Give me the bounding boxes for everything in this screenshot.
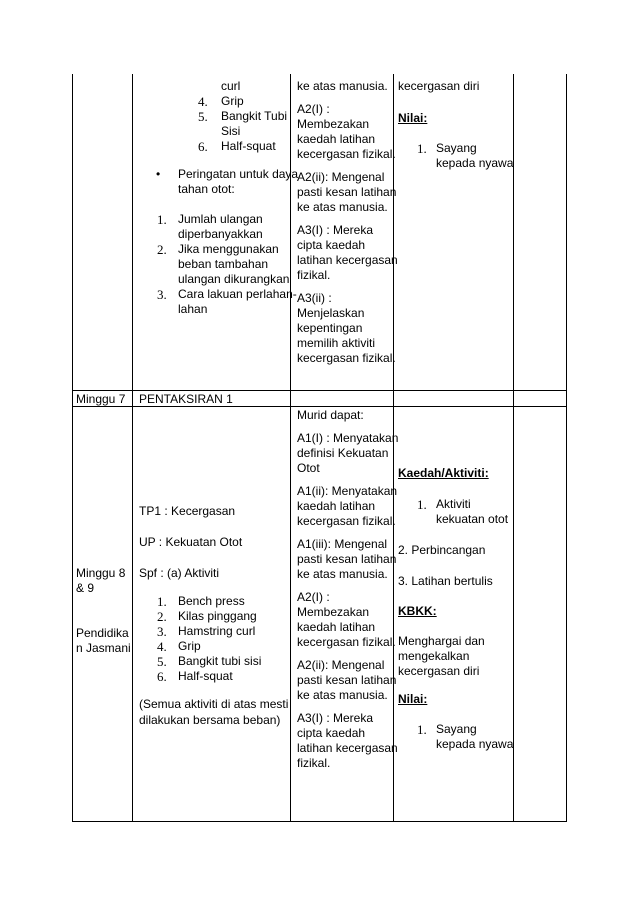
objective-line: kaedah latihan — [297, 132, 376, 146]
kaedah-item-number: 1. — [417, 497, 427, 512]
kaedah-item-line: kekuatan otot — [436, 512, 509, 526]
kaedah-heading: Kaedah/Aktiviti: — [398, 466, 489, 480]
objective-line: latihan kecergasan — [297, 741, 398, 755]
week-label: Minggu 7 — [76, 392, 126, 406]
objective-line: ke atas manusia. — [297, 567, 388, 581]
week-subject-line: & 9 — [76, 581, 95, 595]
exercise-name: Hamstring curl — [178, 624, 256, 638]
bullet-text-line: Peringatan untuk daya — [178, 167, 299, 181]
assessment-title: PENTAKSIRAN 1 — [139, 392, 233, 406]
list-item-number: 5. — [198, 109, 208, 124]
activity-text: kecergasan diri — [398, 79, 480, 93]
list-item-text: lahan — [178, 302, 208, 316]
kbkk-line: Menghargai dan — [398, 634, 485, 648]
kbkk-heading: KBKK: — [398, 604, 437, 618]
objective-line: fizikal. — [297, 268, 331, 282]
objective-line: A1(ii): Menyatakan — [297, 484, 398, 498]
kaedah-item-line: Aktiviti — [436, 497, 471, 511]
table-border-bottom — [72, 821, 567, 822]
list-item-text: Bangkit Tubi — [221, 109, 288, 123]
exercise-number: 2. — [157, 609, 167, 624]
objective-line: A2(ii): Mengenal — [297, 170, 385, 184]
exercise-name: Bangkit tubi sisi — [178, 654, 262, 668]
column-divider-2 — [290, 74, 291, 822]
up-text: UP : Kekuatan Otot — [139, 535, 243, 549]
exercise-number: 1. — [157, 594, 167, 609]
list-item-text: Half-squat — [221, 139, 276, 153]
objective-line: kaedah latihan — [297, 499, 376, 513]
objective-line: cipta kaedah — [297, 726, 366, 740]
list-item-text: Jika menggunakan — [178, 242, 279, 256]
objective-line: A3(I) : Mereka — [297, 711, 374, 725]
exercise-name: Bench press — [178, 594, 245, 608]
list-item-number: 1. — [157, 212, 167, 227]
nilai-text-line: Sayang — [436, 722, 477, 736]
objective-line: cipta kaedah — [297, 238, 366, 252]
exercise-name: Kilas pinggang — [178, 609, 257, 623]
row-divider-1 — [72, 390, 567, 391]
exercise-number: 5. — [157, 654, 167, 669]
objective-line: pasti kesan latihan — [297, 673, 397, 687]
objective-line: memilih aktiviti — [297, 336, 376, 350]
kbkk-line: mengekalkan — [398, 649, 470, 663]
list-item-text: ulangan dikurangkan — [178, 272, 290, 286]
week-subject-line: Minggu 8 — [76, 566, 126, 580]
column-divider-4 — [513, 74, 514, 822]
objective-line: A2(I) : — [297, 102, 330, 116]
objective-line: kecergasan fizikal. — [297, 351, 396, 365]
week-subject-line: Pendidika — [76, 626, 129, 640]
note-line: dilakukan bersama beban) — [139, 713, 281, 727]
exercise-number: 6. — [157, 669, 167, 684]
table-border-left — [72, 74, 73, 822]
bullet-glyph: • — [156, 167, 161, 181]
nilai-text-line: kepada nyawa — [436, 156, 514, 170]
nilai-number: 1. — [417, 722, 427, 737]
list-item-text: beban tambahan — [178, 257, 269, 271]
bullet-text-line: tahan otot: — [178, 182, 235, 196]
exercise-name: Half-squat — [178, 669, 233, 683]
exercise-name: Grip — [178, 639, 201, 653]
list-item-text: Sisi — [221, 124, 241, 138]
column-divider-1 — [132, 74, 133, 822]
objective-line: latihan kecergasan — [297, 253, 398, 267]
objective-line: Murid dapat: — [297, 408, 364, 422]
objective-line: kecergasan fizikal. — [297, 635, 396, 649]
objective-line: A1(I) : Menyatakan — [297, 431, 399, 445]
note-line: (Semua aktiviti di atas mesti — [139, 697, 289, 711]
nilai-text-line: Sayang — [436, 141, 477, 155]
objective-line: kepentingan — [297, 321, 363, 335]
list-item-text: Grip — [221, 94, 244, 108]
objective-line: definisi Kekuatan — [297, 446, 389, 460]
objective-line: kecergasan fizikal. — [297, 514, 396, 528]
list-item-number: 6. — [198, 139, 208, 154]
objective-line: ke atas manusia. — [297, 688, 388, 702]
list-item-number: 4. — [198, 94, 208, 109]
kaedah-item: 3. Latihan bertulis — [398, 574, 493, 588]
kbkk-line: kecergasan diri — [398, 664, 480, 678]
objective-line: A2(I) : — [297, 590, 330, 604]
nilai-number: 1. — [417, 141, 427, 156]
objective-line: A2(ii): Mengenal — [297, 658, 385, 672]
spf-text: Spf : (a) Aktiviti — [139, 566, 220, 580]
objective-line: Otot — [297, 461, 320, 475]
list-item-text: diperbanyakkan — [178, 227, 263, 241]
objective-line: kecergasan fizikal. — [297, 147, 396, 161]
objective-line: Membezakan — [297, 117, 370, 131]
objective-line: ke atas manusia. — [297, 200, 388, 214]
objective-line: Menjelaskan — [297, 306, 365, 320]
list-item-text: Jumlah ulangan — [178, 212, 263, 226]
objective-line: A3(ii) : — [297, 291, 332, 305]
objective-line: Membezakan — [297, 605, 370, 619]
table-border-right — [566, 74, 567, 822]
list-item-number: 2. — [157, 242, 167, 257]
exercise-number: 3. — [157, 624, 167, 639]
list-item-text: Cara lakuan perlahan- — [178, 287, 297, 301]
objective-line: pasti kesan latihan — [297, 185, 397, 199]
objective-line: A1(iii): Mengenal — [297, 537, 388, 551]
objective-line: fizikal. — [297, 756, 331, 770]
objective-line: kaedah latihan — [297, 620, 376, 634]
list-item-number: 3. — [157, 287, 167, 302]
kaedah-item: 2. Perbincangan — [398, 543, 486, 557]
nilai-text-line: kepada nyawa — [436, 737, 514, 751]
objective-line: A3(I) : Mereka — [297, 223, 374, 237]
objective-line: pasti kesan latihan — [297, 552, 397, 566]
nilai-heading: Nilai: — [398, 692, 428, 706]
objective-line: ke atas manusia. — [297, 79, 388, 93]
week-subject-line: n Jasmani — [76, 641, 131, 655]
list-item-continuation: curl — [221, 79, 241, 93]
exercise-number: 4. — [157, 639, 167, 654]
nilai-heading: Nilai: — [398, 111, 428, 125]
tp-text: TP1 : Kecergasan — [139, 504, 236, 518]
